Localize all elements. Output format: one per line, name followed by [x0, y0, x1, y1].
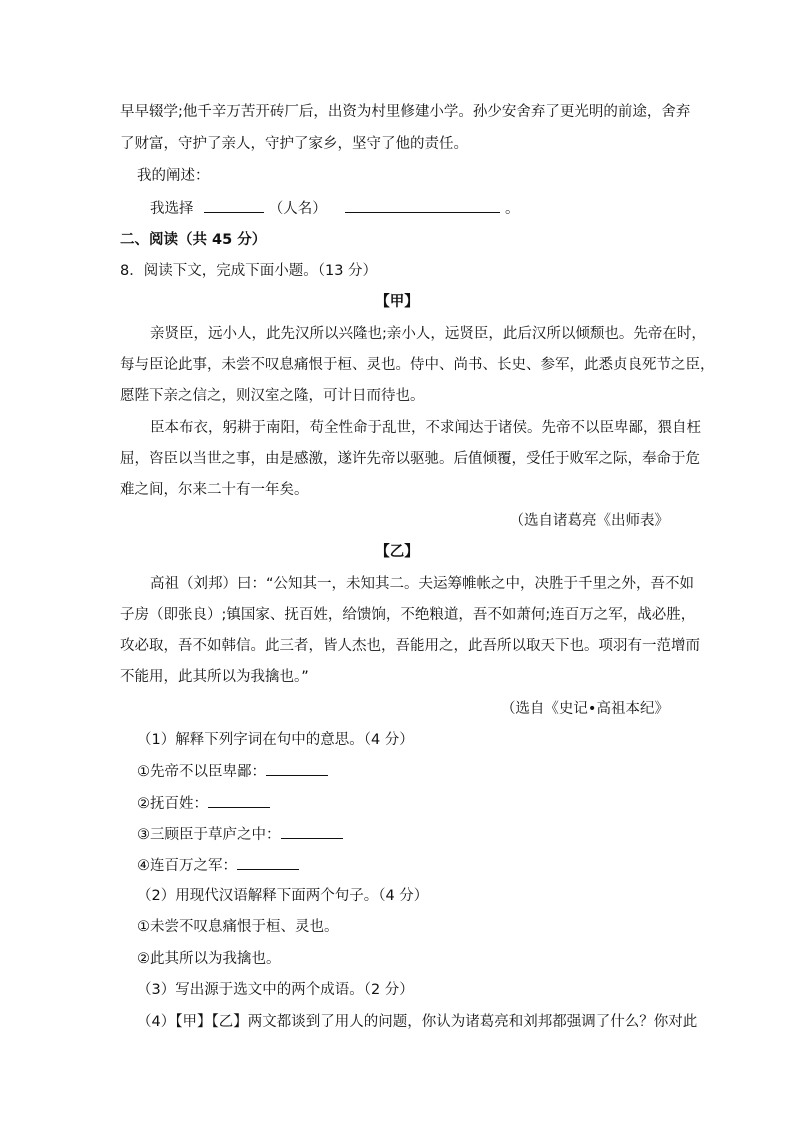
- name-blank[interactable]: [204, 198, 264, 213]
- jia-p1-line-1: 亲贤臣，远小人，此先汉所以兴隆也;亲小人，远贤臣，此后汉所以倾颓也。先帝在时，: [150, 326, 706, 342]
- yi-p1-line-1: 高祖（刘邦）曰：“公知其一，未知其二。夫运筹帷帐之中，决胜于千里之外，吾不如: [150, 576, 695, 592]
- q1-item-2-text: ②抚百姓：: [137, 796, 208, 812]
- reason-blank[interactable]: [345, 198, 500, 213]
- q1-item-4-blank[interactable]: [237, 855, 299, 870]
- question-8: 8．阅读下文，完成下面小题。（13 分）: [120, 263, 378, 279]
- q1-item-1-text: ①先帝不以臣卑鄙：: [137, 764, 266, 780]
- sub-question-3: （3）写出源于选文中的两个成语。（2 分）: [137, 982, 414, 998]
- sub-question-4: （4）【甲】【乙】两文都谈到了用人的问题，你认为诸葛亮和刘邦都强调了什么？你对此: [137, 1014, 698, 1030]
- q1-item-2: [137, 793, 270, 814]
- q1-item-4-text: ④连百万之军：: [137, 858, 237, 874]
- yi-source: （选自《史记•高祖本纪》: [500, 701, 669, 717]
- jia-p2-line-2: 屈，咨臣以当世之事，由是感激，遂许先帝以驱驰。后值倾覆，受任于败军之际，奉命于危: [120, 451, 700, 467]
- q1-item-3-text: ③三顾臣于草庐之中：: [137, 827, 281, 843]
- name-hint: （人名）: [268, 201, 327, 217]
- q1-item-3: [137, 824, 343, 845]
- jia-p1-line-3: 愿陛下亲之信之，则汉室之隆，可计日而待也。: [120, 388, 425, 404]
- statement-label: 我的阐述：: [137, 168, 210, 184]
- passage-line-1: 早早辍学;他千辛万苦开砖厂后，出资为村里修建小学。孙少安舍弃了更光明的前途，舍弃: [120, 104, 691, 120]
- q1-item-2-blank[interactable]: [208, 793, 270, 808]
- q1-item-1: [137, 761, 328, 782]
- q1-item-1-blank[interactable]: [266, 761, 328, 776]
- jia-p2-line-3: 难之间，尔来二十有一年矣。: [120, 482, 309, 498]
- jia-p1-line-2: 每与臣论此事，未尝不叹息痛恨于桓、灵也。侍中、尚书、长史、参军，此悉贞良死节之臣，: [120, 357, 715, 373]
- q2-item-2: ②此其所以为我擒也。: [137, 951, 281, 967]
- passage-line-2: 了财富，守护了亲人，守护了家乡，坚守了他的责任。: [120, 136, 468, 152]
- jia-source: （选自诸葛亮《出师表》: [509, 513, 669, 529]
- jia-p2-line-1: 臣本布衣，躬耕于南阳，苟全性命于乱世，不求闻达于诸侯。先帝不以臣卑鄙，猥自枉: [150, 420, 701, 436]
- yi-p1-line-3: 攻必取，吾不如韩信。此三者，皆人杰也，吾能用之，此吾所以取天下也。项羽有一范增而: [120, 638, 700, 654]
- choose-line: [150, 198, 519, 219]
- sub-question-1: （1）解释下列字词在句中的意思。（4 分）: [137, 732, 414, 748]
- q2-item-1: ①未尝不叹息痛恨于桓、灵也。: [137, 919, 339, 935]
- q1-item-4: [137, 855, 299, 876]
- q1-item-3-blank[interactable]: [281, 824, 343, 839]
- yi-title: 【乙】: [375, 544, 419, 560]
- choose-prefix: 我选择: [150, 201, 194, 217]
- choose-end: 。: [504, 201, 520, 217]
- jia-title: 【甲】: [375, 294, 419, 310]
- yi-p1-line-4: 不能用，此其所以为我擒也。”: [120, 669, 309, 685]
- section-title: 二、阅读（共 45 分）: [120, 232, 267, 248]
- yi-p1-line-2: 子房（即张良）;镇国家、抚百姓，给馈饷，不绝粮道，吾不如萧何;连百万之军，战必胜，: [120, 607, 696, 623]
- sub-question-2: （2）用现代汉语解释下面两个句子。（4 分）: [137, 888, 429, 904]
